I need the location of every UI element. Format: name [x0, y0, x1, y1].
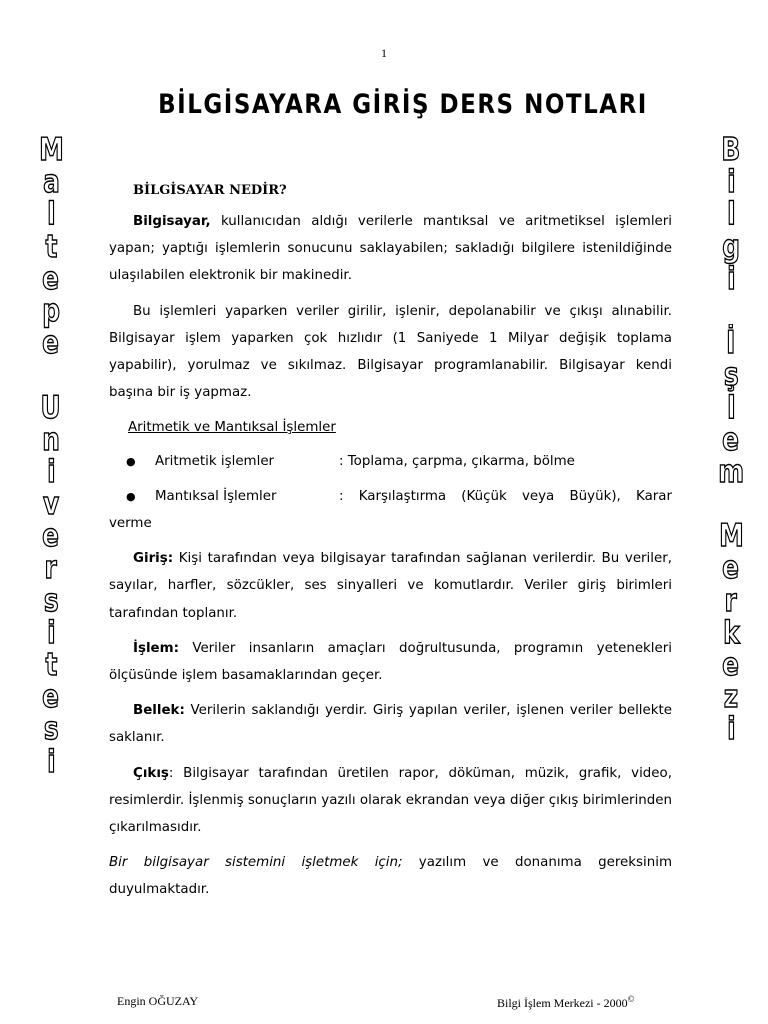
paragraph-features: Bu işlemleri yaparken veriler girilir, işlenir, depolanabilir ve çıkışı alınabilir. Bilgisayar işlem yaparken çok hızlıdır (1 Saniyede 1 Milyar değişik toplama yapabilir), yorulmaz ve sıkılmaz. Bilgisayar programlanabilir. Bilgisayar kendi başına bir iş yapmaz. [109, 303, 672, 401]
vertical-letter: e [722, 647, 740, 683]
paragraph-giris [109, 545, 672, 627]
vertical-letter: t [45, 228, 57, 265]
right-vertical-text [714, 134, 748, 746]
section-heading: BİLGİSAYAR NEDİR? [133, 183, 287, 198]
paragraph-cikis [109, 760, 672, 842]
closing-text: yazılım ve donanıma gereksinim duyulmaktadır. [109, 855, 672, 898]
vertical-letter: p [42, 292, 60, 329]
vertical-letter: t [45, 647, 57, 683]
vertical-letter: e [722, 550, 740, 587]
vertical-letter: e [42, 679, 60, 716]
vertical-letter: U [40, 389, 62, 426]
vertical-letter: İ [726, 325, 736, 362]
vertical-letter: i [726, 711, 736, 748]
vertical-letter: i [726, 164, 736, 201]
vertical-letter: l [726, 389, 736, 426]
bullet-icon: ● [126, 489, 136, 503]
list-item [109, 483, 672, 537]
closing-italic: Bir bilgisayar sistemini işletmek için; [109, 855, 403, 871]
vertical-letter: i [46, 614, 56, 651]
list-item [109, 448, 672, 475]
paragraph-definition [109, 208, 672, 290]
document-title: BİLGİSAYARA GİRİŞ DERS NOTLARI [158, 90, 648, 120]
cikis-text: : Bilgisayar tarafından üretilen rapor, döküman, müzik, grafik, video, resimlerdir. İşlenmiş sonuçların yazılı olarak ekrandan veya diğer çıkış birimlerinden çıkarılmasıdır. [109, 765, 672, 836]
bullet-description: : Toplama, çarpma, çıkarma, bölme [339, 453, 575, 469]
bullet-continuation: verme [109, 516, 152, 532]
bullet-term: Mantıksal İşlemler [155, 488, 277, 504]
vertical-letter: v [42, 486, 60, 523]
vertical-letter: ş [723, 357, 739, 394]
giris-text: Kişi tarafından veya bilgisayar tarafından sağlanan verilerdir. Bu veriler, sayılar, harfler, sözcükler, ses sinyalleri ve komutlardır. Veriler giriş birimleri tarafından toplanır. [109, 551, 672, 621]
vertical-letter: r [44, 550, 58, 587]
vertical-letter: i [46, 453, 56, 490]
document-body [109, 180, 672, 912]
copyright-icon: © [627, 994, 635, 1004]
paragraph-islem [109, 635, 672, 689]
vertical-letter: l [46, 196, 56, 233]
islem-text: Veriler insanların amaçları doğrultusunda, programın yetenekleri ölçüsünde işlem basamaklarından geçer. [109, 640, 672, 684]
page-number: 1 [381, 46, 387, 60]
vertical-letter: i [726, 260, 736, 297]
vertical-letter: M [38, 132, 64, 168]
vertical-letter: i [46, 743, 56, 780]
vertical-letter: s [43, 582, 59, 619]
vertical-letter: e [42, 518, 60, 555]
vertical-letter: l [726, 196, 736, 233]
vertical-letter: s [43, 711, 59, 748]
term-bilgisayar: Bilgisayar, [133, 214, 211, 229]
paragraph-closing [109, 849, 672, 903]
vertical-letter: g [722, 228, 740, 265]
vertical-letter: e [722, 421, 740, 458]
vertical-letter: z [723, 679, 739, 716]
term-islem: İşlem: [133, 640, 179, 656]
vertical-letter: B [721, 132, 741, 168]
vertical-letter: k [722, 614, 740, 651]
footer-author: Engin OĞUZAY [117, 994, 199, 1008]
bellek-text: Verilerin saklandığı yerdir. Giriş yapılan veriler, işlenen veriler bellekte saklanır. [109, 703, 672, 746]
vertical-letter: a [42, 164, 60, 201]
vertical-letter: M [718, 518, 744, 555]
vertical-letter: n [42, 421, 60, 458]
bullet-term: Aritmetik işlemler [155, 453, 275, 469]
subheading-operations: Aritmetik ve Mantıksal İşlemler [128, 420, 336, 436]
bullet-icon: ● [126, 454, 136, 468]
vertical-letter: e [42, 325, 60, 362]
footer-organization [497, 994, 634, 1011]
term-bellek: Bellek: [133, 703, 185, 719]
vertical-letter: r [724, 582, 738, 619]
left-vertical-text [34, 134, 68, 778]
term-cikis: Çıkış [133, 765, 169, 781]
bullet-description: : Karşılaştırma (Küçük veya Büyük), Karar [339, 488, 672, 504]
vertical-letter: e [42, 260, 60, 297]
paragraph-bellek [109, 697, 672, 751]
vertical-letter: m [718, 453, 744, 490]
term-giris: Giriş: [133, 551, 174, 567]
definition-text: kullanıcıdan aldığı verilerle mantıksal ve aritmetiksel işlemleri yapan; yaptığı işlemlerin sonucunu saklayabilen; sakladığı bilgilere istenildiğinde ulaşılabilen elektronik bir makinedir. [109, 214, 672, 284]
footer-organization-text: Bilgi İşlem Merkezi - 2000 [497, 996, 628, 1010]
